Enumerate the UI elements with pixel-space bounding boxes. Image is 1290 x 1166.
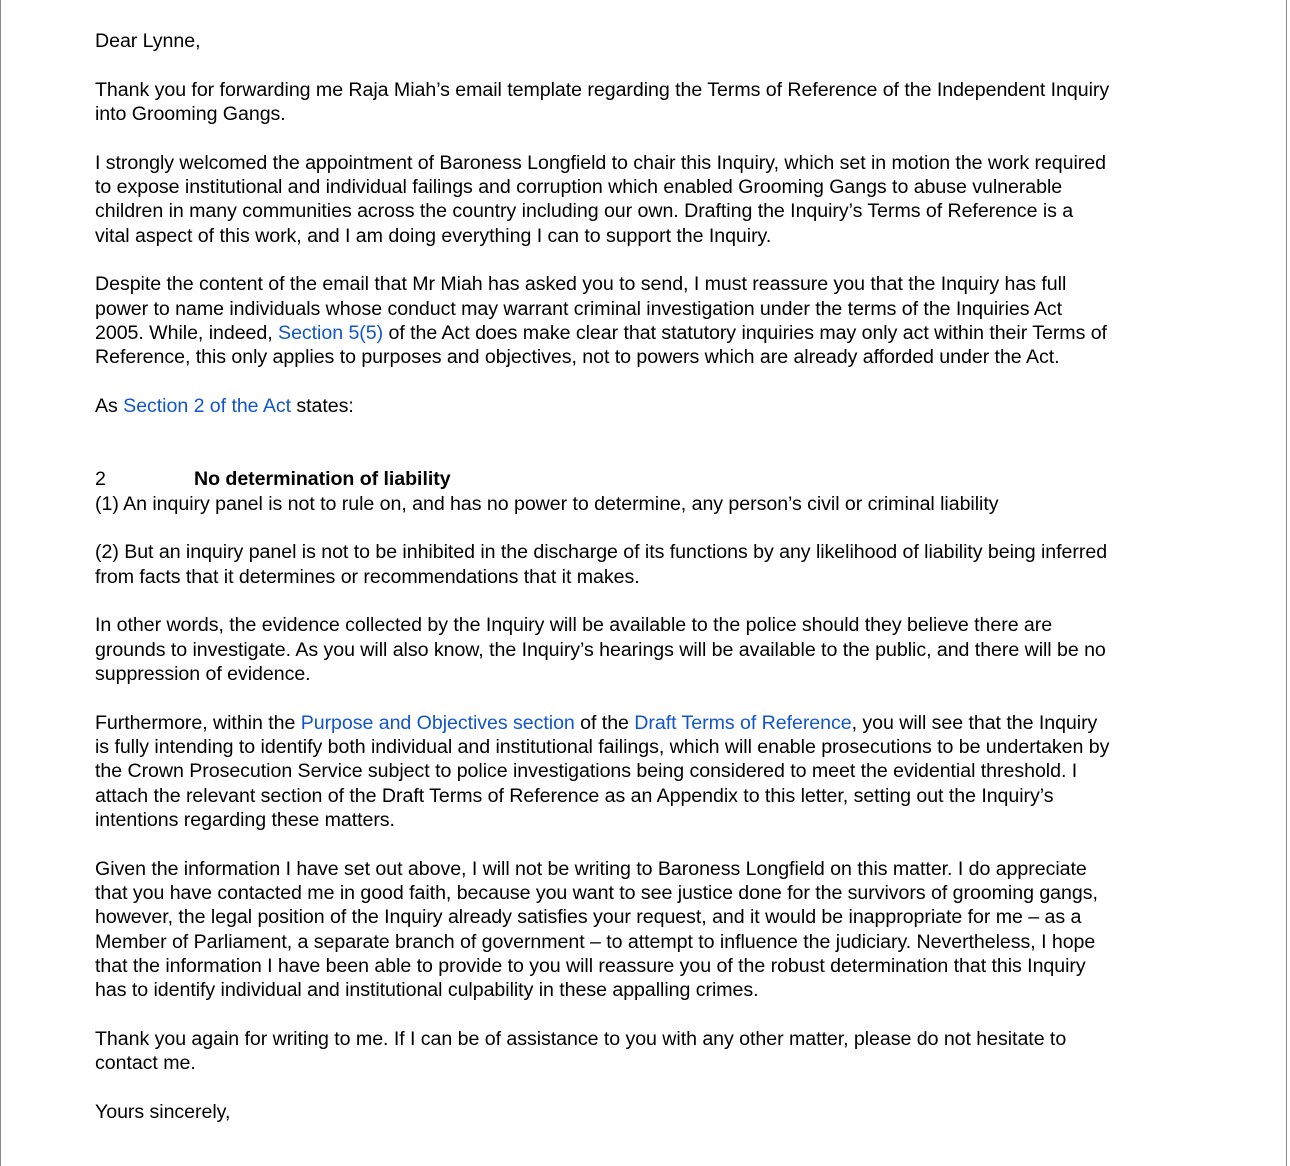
text-line: Member of Parliament, a separate branch of government – to attempt to influence the judiciary. Nevertheless, I hope: [95, 930, 1096, 953]
paragraph-evidence: [95, 613, 1215, 686]
text-line: however, the legal position of the Inquiry already satisfies your request, and it would be inappropriate for me – as a: [95, 906, 1082, 929]
text-line: that the information I have been able to provide to you will reassure you of the robust determination that this Inquiry: [95, 955, 1086, 978]
paragraph-purpose-objectives: [95, 711, 1215, 833]
paragraph-conclusion: [95, 857, 1215, 1003]
text-line: has to identify individual and institutional culpability in these appalling crimes.: [95, 979, 759, 1002]
text-line: Thank you for forwarding me Raja Miah’s email template regarding the Terms of Reference of the Independent Inquiry: [95, 78, 1110, 101]
text-segment: of the Act does make clear that statutory inquiries may only act within their Terms of: [383, 322, 1107, 345]
paragraph-section-2-intro: [95, 394, 1215, 418]
paragraph-appointment: [95, 151, 1215, 248]
purpose-objectives-link[interactable]: Purpose and Objectives section: [300, 711, 575, 734]
text-line: from facts that it determines or recommendations that it makes.: [95, 565, 640, 588]
text-line: I strongly welcomed the appointment of Baroness Longfield to chair this Inquiry, which set in motion the work required: [95, 151, 1106, 174]
section-clause-1: (1) An inquiry panel is not to rule on, and has no power to determine, any person’s civil or criminal liability: [95, 492, 999, 515]
text-line: [95, 711, 1215, 735]
text-line: to expose institutional and individual failings and corruption which enabled Grooming Gangs to abuse vulnerable: [95, 176, 1063, 199]
text-line: Reference, this only applies to purposes and objectives, not to powers which are already afforded under the Act.: [95, 346, 1060, 369]
text-line: intentions regarding these matters.: [95, 809, 395, 831]
text-line: grounds to investigate. As you will also know, the Inquiry’s hearings will be available to the public, and there will be no: [95, 638, 1106, 661]
salutation: Dear Lynne,: [95, 30, 201, 52]
text-segment: 2005. While, indeed,: [95, 322, 279, 345]
text-line: power to name individuals whose conduct may warrant criminal investigation under the terms of the Inquiries Act: [95, 297, 1063, 320]
letter-body: [95, 29, 1215, 1149]
closing: Yours sincerely,: [95, 1101, 231, 1124]
text-line: suppression of evidence.: [95, 662, 311, 685]
text-line: Despite the content of the email that Mr Miah has asked you to send, I must reassure you that the Inquiry has full: [95, 273, 1067, 296]
text-line: Given the information I have set out above, I will not be writing to Baroness Longfield on this matter. I do appreciate: [95, 857, 1087, 880]
paragraph-thanks: [95, 1027, 1215, 1076]
paragraph-inquiry-powers: [95, 272, 1215, 369]
text-line: attach the relevant section of the Draft Terms of Reference as an Appendix to this letter, setting out the Inquiry’s: [95, 784, 1054, 807]
text-segment: , you will see that the Inquiry: [851, 711, 1098, 734]
section-2-link[interactable]: Section 2 of the Act: [123, 395, 292, 418]
section-number: 2: [95, 468, 106, 491]
text-segment: Furthermore, within the: [95, 711, 301, 734]
text-line: vital aspect of this work, and I am doing everything I can to support the Inquiry.: [95, 224, 772, 247]
text-segment: of the: [574, 711, 635, 734]
text-line: In other words, the evidence collected by the Inquiry will be available to the police should they believe there are: [95, 614, 1053, 637]
section-5-5-link[interactable]: Section 5(5): [278, 322, 384, 345]
text-segment: As: [95, 395, 124, 418]
text-line: [95, 321, 1215, 345]
paragraph-forwarding: [95, 78, 1215, 127]
text-line: is fully intending to identify both individual and institutional failings, which will enable prosecutions to be undertaken by: [95, 735, 1110, 758]
text-line: (2) But an inquiry panel is not to be inhibited in the discharge of its functions by any likelihood of liability being inferred: [95, 541, 1108, 564]
text-line: the Crown Prosecution Service subject to police investigations being considered to meet the evidential threshold. I: [95, 760, 1078, 783]
text-segment: states:: [291, 395, 354, 418]
draft-terms-of-reference-link[interactable]: Draft Terms of Reference: [634, 711, 852, 734]
section-clause-2: [95, 540, 1215, 589]
text-line: contact me.: [95, 1052, 196, 1075]
text-line: children in many communities across the country including our own. Drafting the Inquiry’s Terms of Reference is a: [95, 200, 1074, 223]
section-title: No determination of liability: [194, 468, 451, 491]
text-line: Thank you again for writing to me. If I can be of assistance to you with any other matter, please do not hesitate to: [95, 1028, 1067, 1051]
text-line: that you have contacted me in good faith, because you want to see justice done for the survivors of grooming gangs,: [95, 882, 1098, 905]
text-line: into Grooming Gangs.: [95, 103, 286, 126]
section-heading: [95, 467, 1215, 491]
